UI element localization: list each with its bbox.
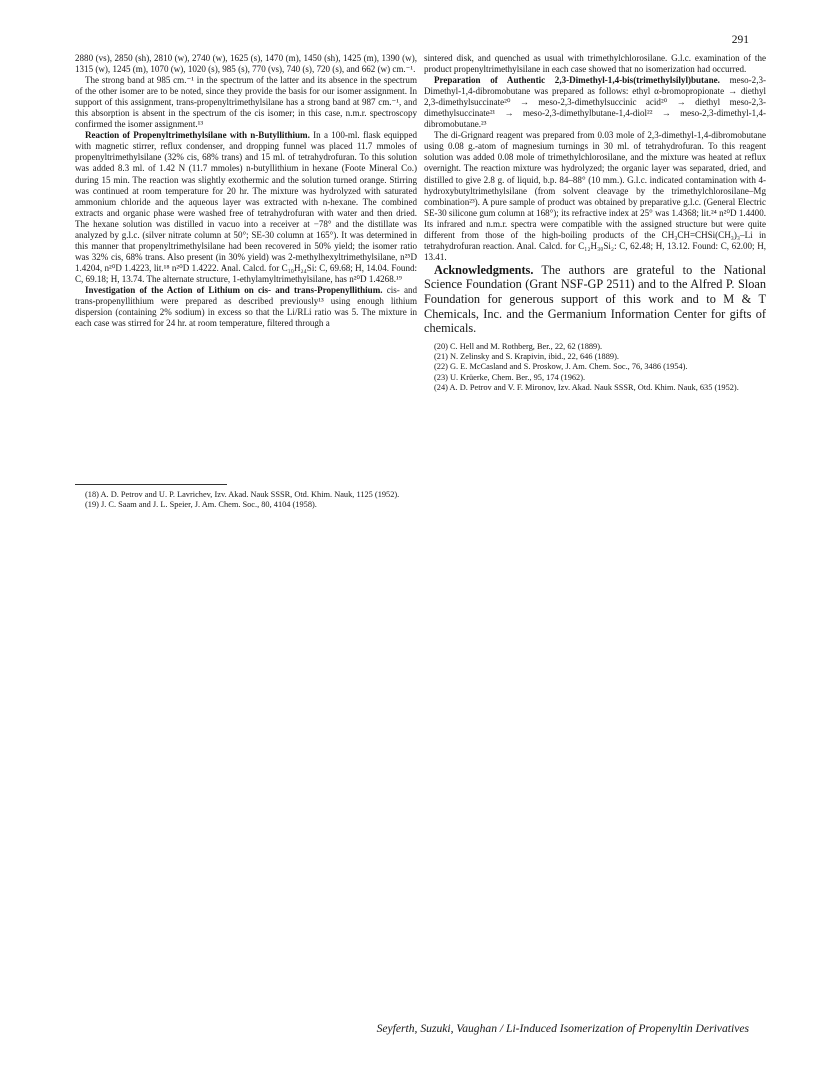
- preparation-section-body: meso-2,3-Dimethyl-1,4-dibromobutane was prepared as follows: ethyl α-bromopropionate → diethyl 2,3-dimethylsuccinate²⁰ → meso-2,3-dimethylsuccinic acid²⁰ → diethyl meso-2,3-dimethylsuccinate²¹ → meso-2,3-dimethylbutane-1,4-diol²² → meso-2,3-dimethyl-1,4-dibromobutane.²³: [424, 75, 766, 130]
- reference-21: (21) N. Zelinsky and S. Krapivin, ibid., 22, 646 (1889).: [434, 352, 619, 362]
- right-column: [424, 53, 766, 393]
- reference-22: (22) G. E. McCasland and S. Proskow, J. Am. Chem. Soc., 76, 3486 (1954).: [434, 362, 688, 372]
- footnote-divider: [75, 484, 227, 485]
- reference-20: (20) C. Hell and M. Rothberg, Ber., 22, 62 (1889).: [434, 341, 603, 351]
- isomer-assignment-paragraph: The strong band at 985 cm.⁻¹ in the spectrum of the latter and its absence in the spectrum of the other isomer are to be noted, since they provide the basis for our isomer assignment. In support of this assignment, trans-propenyltrimethylsilane has a strong band at 987 cm.⁻¹, and this absorption is absent in the spectrum of the cis isomer; in this case, n.m.r. spectroscopy confirmed the isomer assignment.¹³: [75, 75, 417, 130]
- lithium-section-paragraph: [75, 285, 417, 329]
- reaction-section-body: In a 100-ml. flask equipped with magnetic stirrer, reflux condenser, and dropping funnel was placed 11.7 mmoles of propenyltrimethylsilane (32% cis, 68% trans) and 15 ml. of tetrahydrofuran. To this solution was added 8.3 ml. of 1.42 N (11.7 mmoles) n-butyllithium in hexane (Foote Mineral Co.) during 15 min. The reaction was slightly exothermic and the solution turned orange. Stirring was continued at room temperature for 20 hr. The mixture was hydrolyzed with saturated ammonium chloride and the aqueous layer was extracted with n-hexane. The combined extracts and organic phase were washed free of tetrahydrofuran with water and then dried. The hexane solution was distilled in vacuo into a receiver at −78° and the distillate was analyzed by g.l.c. (silver nitrate column at 50°; SE-30 column at 165°). It was determined in this manner that propenyltrimethylsilane had been recovered in 50% yield; the isomer ratio was 32% cis, 68% trans. Also present (in 30% yield) was 2-methylhexyltrimethylsilane, n²⁵D 1.4204, n²⁰D 1.4223, lit.¹⁸ n²⁰D 1.4222. Anal. Calcd. for C₁₀H₂₄Si: C, 69.68; H, 14.04. Found: C, 69.18; H, 13.74. The alternate structure, 1-ethylamyltrimethylsilane, has n²⁰D 1.4268.¹⁹: [75, 130, 417, 284]
- footnote-19: (19) J. C. Saam and J. L. Speier, J. Am. Chem. Soc., 80, 4104 (1958).: [85, 500, 317, 510]
- running-footer: Seyferth, Suzuki, Vaughan / Li-Induced Isomerization of Propenyltin Derivatives: [376, 1022, 749, 1035]
- grignard-paragraph: The di-Grignard reagent was prepared from 0.03 mole of 2,3-dimethyl-1,4-dibromobutane using 0.08 g.-atom of magnesium turnings in 30 ml. of tetrahydrofuran. To this reagent solution was added 0.08 mole of trimethylchlorosilane, and the mixture was heated at reflux overnight. The reaction mixture was hydrolyzed; the organic layer was separated, dried, and distilled to give 2.8 g. of liquid, b.p. 84–88° (10 mm.). G.l.c. indicated contamination with 4-hydroxybutyltrimethylsilane (from solvent cleavage by the trimethylchlorosilane–Mg combination²³). A pure sample of product was obtained by preparative g.l.c. (General Electric SE-30 silicone gum column at 168°); its refractive index at 25° was 1.4368; lit.²⁴ n²⁰D 1.4400. Its infrared and n.m.r. spectra were compatible with the assigned structure but were quite different from those of the high-boiling products of the CH₃CH=CHSi(CH₃)₃–Li in tetrahydrofuran reaction. Anal. Calcd. for C₁₂H₃₀Si₂: C, 62.48; H, 13.12. Found: C, 62.00; H, 13.41.: [424, 130, 766, 262]
- ir-data-paragraph: 2880 (vs), 2850 (sh), 2810 (w), 2740 (w), 1625 (s), 1470 (m), 1450 (sh), 1425 (m), 1390 (w), 1315 (w), 1245 (m), 1070 (w), 1020 (s), 985 (s), 770 (vs), 740 (s), 720 (s), and 662 (w) cm.⁻¹.: [75, 53, 417, 75]
- acknowledgments-heading: Acknowledgments.: [434, 262, 534, 277]
- left-column: [75, 53, 417, 329]
- reference-23: (23) U. Krüerke, Chem. Ber., 95, 174 (1962).: [434, 372, 586, 382]
- right-references: [424, 342, 766, 393]
- acknowledgments-paragraph: [424, 263, 766, 336]
- lithium-section-body: cis- and trans-propenyllithium were prepared as described previously¹³ using enough lithium dispersion (containing 2% sodium) in excess so that the Li/RLi ratio was 5. The mixture in each case was stirred for 24 hr. at room temperature, filtered through a: [75, 284, 418, 329]
- page-number: 291: [731, 34, 749, 46]
- preparation-section-heading: Preparation of Authentic 2,3-Dimethyl-1,4-bis(trimethylsilyl)butane.: [434, 75, 720, 86]
- lithium-section-heading: Investigation of the Action of Lithium on cis- and trans-Propenyllithium.: [85, 284, 383, 295]
- reaction-section-paragraph: [75, 130, 417, 285]
- reaction-section-heading: Reaction of Propenyltrimethylsilane with n-Butyllithium.: [85, 130, 310, 141]
- reference-24: (24) A. D. Petrov and V. F. Mironov, Izv. Akad. Nauk SSSR, Otd. Khim. Nauk, 635 (1952).: [434, 383, 739, 393]
- left-footnotes: [75, 490, 417, 511]
- footnote-18: (18) A. D. Petrov and U. P. Lavrichev, Izv. Akad. Nauk SSSR, Otd. Khim. Nauk, 1125 (1952).: [85, 490, 400, 499]
- acknowledgments-body: The authors are grateful to the National Science Foundation (Grant NSF-GP 2511) and to the Alfred P. Sloan Foundation for generous support of this work and to M & T Chemicals, Inc. and the Germanium Information Center for gifts of chemicals.: [424, 262, 766, 336]
- continuation-paragraph: sintered disk, and quenched as usual with trimethylchlorosilane. G.l.c. examination of the product propenyltrimethylsilane in each case showed that no isomerization had occurred.: [424, 53, 766, 75]
- preparation-section-paragraph: [424, 75, 766, 130]
